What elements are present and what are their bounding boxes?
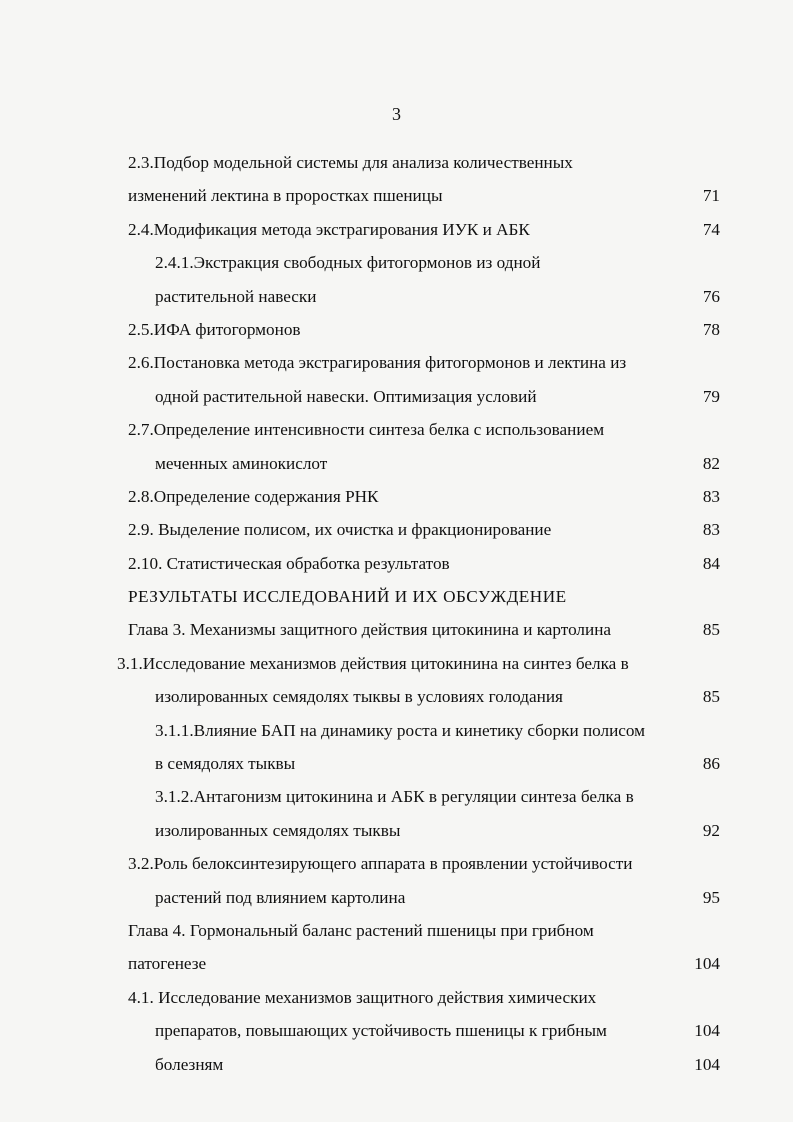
- toc-entry-text: патогенезе: [128, 954, 207, 974]
- toc-line: [0, 280, 793, 313]
- toc-line: [0, 146, 793, 179]
- toc-page-number: 95: [702, 887, 720, 907]
- toc-section-heading: [0, 580, 793, 613]
- toc-line: [0, 480, 793, 513]
- toc-page-number: 74: [702, 219, 720, 239]
- toc-page-number: 76: [702, 286, 720, 306]
- toc-entry-text: Глава 3. Механизмы защитного действия цитокинина и картолина: [128, 620, 612, 640]
- toc-line: [0, 413, 793, 446]
- toc-line: [0, 313, 793, 346]
- toc-entry-text: Глава 4. Гормональный баланс растений пшеницы при грибном: [128, 920, 594, 940]
- toc-line: [0, 346, 793, 379]
- toc-entry-text: 2.9. Выделение полисом, их очистка и фракционирование: [128, 520, 552, 540]
- toc-page-number: 83: [702, 486, 720, 506]
- toc-entry-text: 2.6.Постановка метода экстрагирования фитогормонов и лектина из: [128, 353, 627, 373]
- toc-page-number: 92: [702, 820, 720, 840]
- page-number: 3: [392, 104, 401, 124]
- toc-line: [0, 380, 793, 413]
- toc-line: [0, 814, 793, 847]
- toc-entry-text: 3.1.2.Антагонизм цитокинина и АБК в регуляции синтеза белка в: [155, 787, 634, 807]
- table-of-contents: [0, 146, 793, 1081]
- toc-entry-text: одной растительной навески. Оптимизация условий: [155, 386, 537, 406]
- toc-line: [0, 914, 793, 947]
- toc-line: [0, 714, 793, 747]
- toc-line: [0, 1048, 793, 1081]
- toc-line: [0, 881, 793, 914]
- toc-entry-text: изменений лектина в проростках пшеницы: [128, 186, 443, 206]
- toc-page-number: 71: [702, 186, 720, 206]
- toc-entry-text: 2.4.Модификация метода экстрагирования ИУК и АБК: [128, 219, 530, 239]
- toc-page-number: 85: [702, 687, 720, 707]
- toc-line: [0, 447, 793, 480]
- toc-entry-text: растений под влиянием картолина: [155, 887, 406, 907]
- toc-line: [0, 179, 793, 212]
- toc-line: [0, 747, 793, 780]
- toc-page-number: 85: [702, 620, 720, 640]
- toc-entry-text: 2.3.Подбор модельной системы для анализа количественных: [128, 153, 573, 172]
- toc-entry-text: препаратов, повышающих устойчивость пшеницы к грибным: [155, 1021, 607, 1041]
- toc-line: [0, 213, 793, 246]
- toc-page-number: 84: [702, 553, 720, 573]
- toc-line: [0, 246, 793, 279]
- toc-page-number: 104: [694, 954, 720, 974]
- toc-entry-text: 3.1.Исследование механизмов действия цитокинина на синтез белка в: [117, 653, 629, 673]
- toc-entry-text: меченных аминокислот: [155, 453, 328, 473]
- toc-line: [0, 547, 793, 580]
- toc-line: [0, 1014, 793, 1047]
- toc-entry-text: 2.7.Определение интенсивности синтеза белка с использованием: [128, 420, 605, 440]
- toc-entry-text: в семядолях тыквы: [155, 754, 296, 774]
- toc-entry-text: растительной навески: [155, 286, 317, 306]
- toc-page-number: 83: [702, 520, 720, 540]
- toc-entry-text: 2.4.1.Экстракция свободных фитогормонов из одной: [155, 253, 541, 273]
- toc-line: [0, 680, 793, 713]
- toc-page-number: 104: [694, 1021, 720, 1041]
- toc-page-number: 79: [702, 386, 720, 406]
- toc-page-number: 78: [702, 319, 720, 339]
- toc-entry-text: 2.10. Статистическая обработка результатов: [128, 553, 450, 573]
- toc-heading-text: РЕЗУЛЬТАТЫ ИССЛЕДОВАНИЙ И ИХ ОБСУЖДЕНИЕ: [128, 587, 567, 607]
- toc-page-number: 82: [702, 453, 720, 473]
- toc-entry-text: болезням: [155, 1054, 224, 1074]
- toc-line: [0, 513, 793, 546]
- toc-entry-text: 3.1.1.Влияние БАП на динамику роста и кинетику сборки полисом: [155, 720, 646, 740]
- toc-line: [0, 647, 793, 680]
- toc-entry-text: изолированных семядолях тыквы: [155, 820, 401, 840]
- toc-entry-text: 2.8.Определение содержания РНК: [128, 486, 379, 506]
- toc-entry-text: 3.2.Роль белоксинтезирующего аппарата в проявлении устойчивости: [128, 854, 633, 874]
- toc-line: [0, 613, 793, 646]
- toc-line: [0, 780, 793, 813]
- toc-entry-text: изолированных семядолях тыквы в условиях голодания: [155, 687, 563, 707]
- toc-line: [0, 947, 793, 980]
- toc-page-number: 86: [702, 754, 720, 774]
- toc-line: [0, 847, 793, 880]
- toc-entry-text: 2.5.ИФА фитогормонов: [128, 319, 301, 339]
- toc-page-number: 104: [694, 1054, 720, 1074]
- toc-line: [0, 981, 793, 1014]
- toc-entry-text: 4.1. Исследование механизмов защитного действия химических: [128, 987, 597, 1007]
